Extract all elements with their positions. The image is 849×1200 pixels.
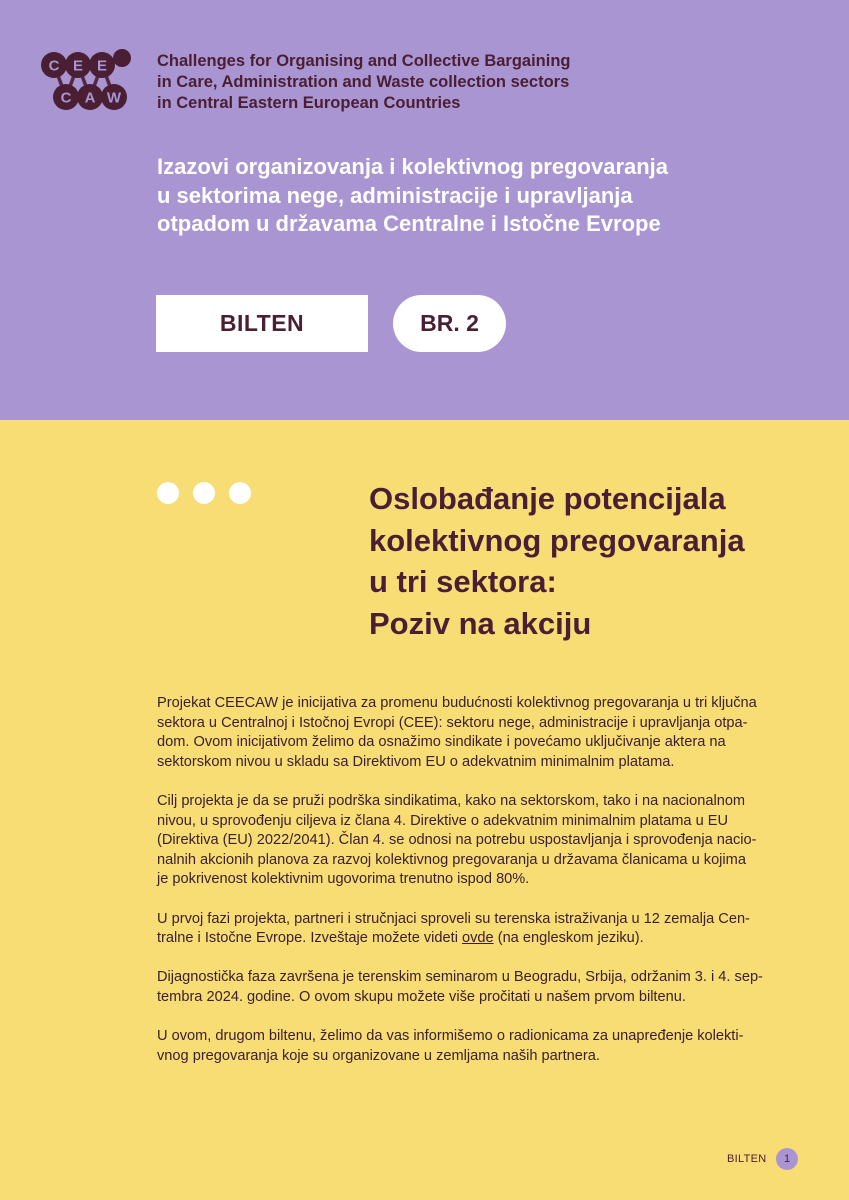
local-project-title <box>157 153 797 239</box>
text-segment: (na engleskom jeziku). <box>493 930 644 947</box>
reports-link[interactable]: ovde <box>462 930 494 947</box>
text-segment: tralne i Istočne Evrope. Izveštaje možete videti <box>157 930 462 947</box>
text-line: dom. Ovom inicijativom želimo da osnažimo sindikate i povećamo uključivanje aktera na <box>157 734 726 751</box>
header-band <box>0 0 849 420</box>
local-title-line: Izazovi organizovanja i kolektivnog pregovaranja <box>157 154 669 179</box>
logo-letter: E <box>72 57 84 75</box>
dot-icon <box>157 482 179 504</box>
headline-line: Oslobađanje potencijala <box>369 481 726 516</box>
text-line: nivou, u sprovođenju ciljeva iz člana 4. Direktive o adekvatnim minimalnim platama u EU <box>157 812 729 829</box>
headline-line: Poziv na akciju <box>369 605 592 641</box>
headline-line: u tri sektora: <box>369 564 557 599</box>
text-line: Cilj projekta je da se pruži podrška sindikatima, kako na sektorskom, tako i na nacionalnom <box>157 792 746 809</box>
local-title-line: u sektorima nege, administracije i upravljanja <box>157 182 633 208</box>
dot-icon <box>229 482 251 504</box>
headline-line: kolektivnog pregovaranja <box>369 522 745 558</box>
text-line: nalnih akcionih planova za razvoj kolektivnog pregovaranja u državama članicama u kojima <box>157 851 746 868</box>
text-line: je pokrivenost kolektivnim ugovorima trenutno ispod 80%. <box>157 871 530 888</box>
bulletin-label: BILTEN <box>156 295 368 352</box>
article-headline <box>369 478 839 644</box>
ceecaw-logo-icon <box>36 46 132 116</box>
text-line: Projekat CEECAW je inicijativa za promenu budućnosti kolektivnog pregovaranja u tri ključna <box>157 695 757 711</box>
text-line: sektora u Centralnoj i Istočnoj Evropi (CEE): sektoru nege, administracije i upravljanja otpa- <box>157 714 748 731</box>
logo-letter: E <box>96 57 108 75</box>
paragraph <box>157 968 807 1007</box>
page-number-badge: 1 <box>776 1148 798 1170</box>
logo-letter: C <box>48 57 60 75</box>
text-line: U ovom, drugom biltenu, želimo da vas informišemo o radionicama za unapređenje kolekti- <box>157 1028 744 1045</box>
paragraph <box>157 792 807 890</box>
local-title-line: otpadom u državama Centralne i Istočne Evrope <box>157 211 661 236</box>
issue-number-badge: BR. 2 <box>393 295 506 352</box>
text-line: vnog pregovaranja koje su organizovane u zemljama naših partnera. <box>157 1047 600 1064</box>
text-line <box>157 930 644 946</box>
paragraph <box>157 910 807 949</box>
text-line: sektorskom nivou u skladu sa Direktivom EU o adekvatnim minimalnim platama. <box>157 753 675 770</box>
logo-letter: A <box>84 89 96 107</box>
english-title-line: Challenges for Organising and Collective Bargaining <box>157 52 571 70</box>
dot-icon <box>193 482 215 504</box>
footer-label: BILTEN <box>727 1153 767 1165</box>
text-line: (Direktiva (EU) 2022/2041). Član 4. se odnosi na potrebu uspostavljanja i sprovođenja nacio- <box>157 832 757 849</box>
text-line: U prvoj fazi projekta, partneri i stručnjaci sproveli su terenska istraživanja u 12 zemalja Cen- <box>157 910 750 927</box>
english-project-title <box>157 51 677 114</box>
text-line: tembra 2024. godine. O ovom skupu možete više pročitati u našem prvom biltenu. <box>157 988 686 1005</box>
paragraph <box>157 694 807 772</box>
article-body <box>157 694 807 1086</box>
logo-letter: C <box>60 89 72 107</box>
paragraph <box>157 1027 807 1066</box>
english-title-line: in Central Eastern European Countries <box>157 94 461 112</box>
logo-letter: W <box>106 89 122 107</box>
text-line: Dijagnostička faza završena je terenskim seminarom u Beogradu, Srbija, održanim 3. i 4. sep- <box>157 969 763 986</box>
english-title-line: in Care, Administration and Waste collection sectors <box>157 73 570 91</box>
